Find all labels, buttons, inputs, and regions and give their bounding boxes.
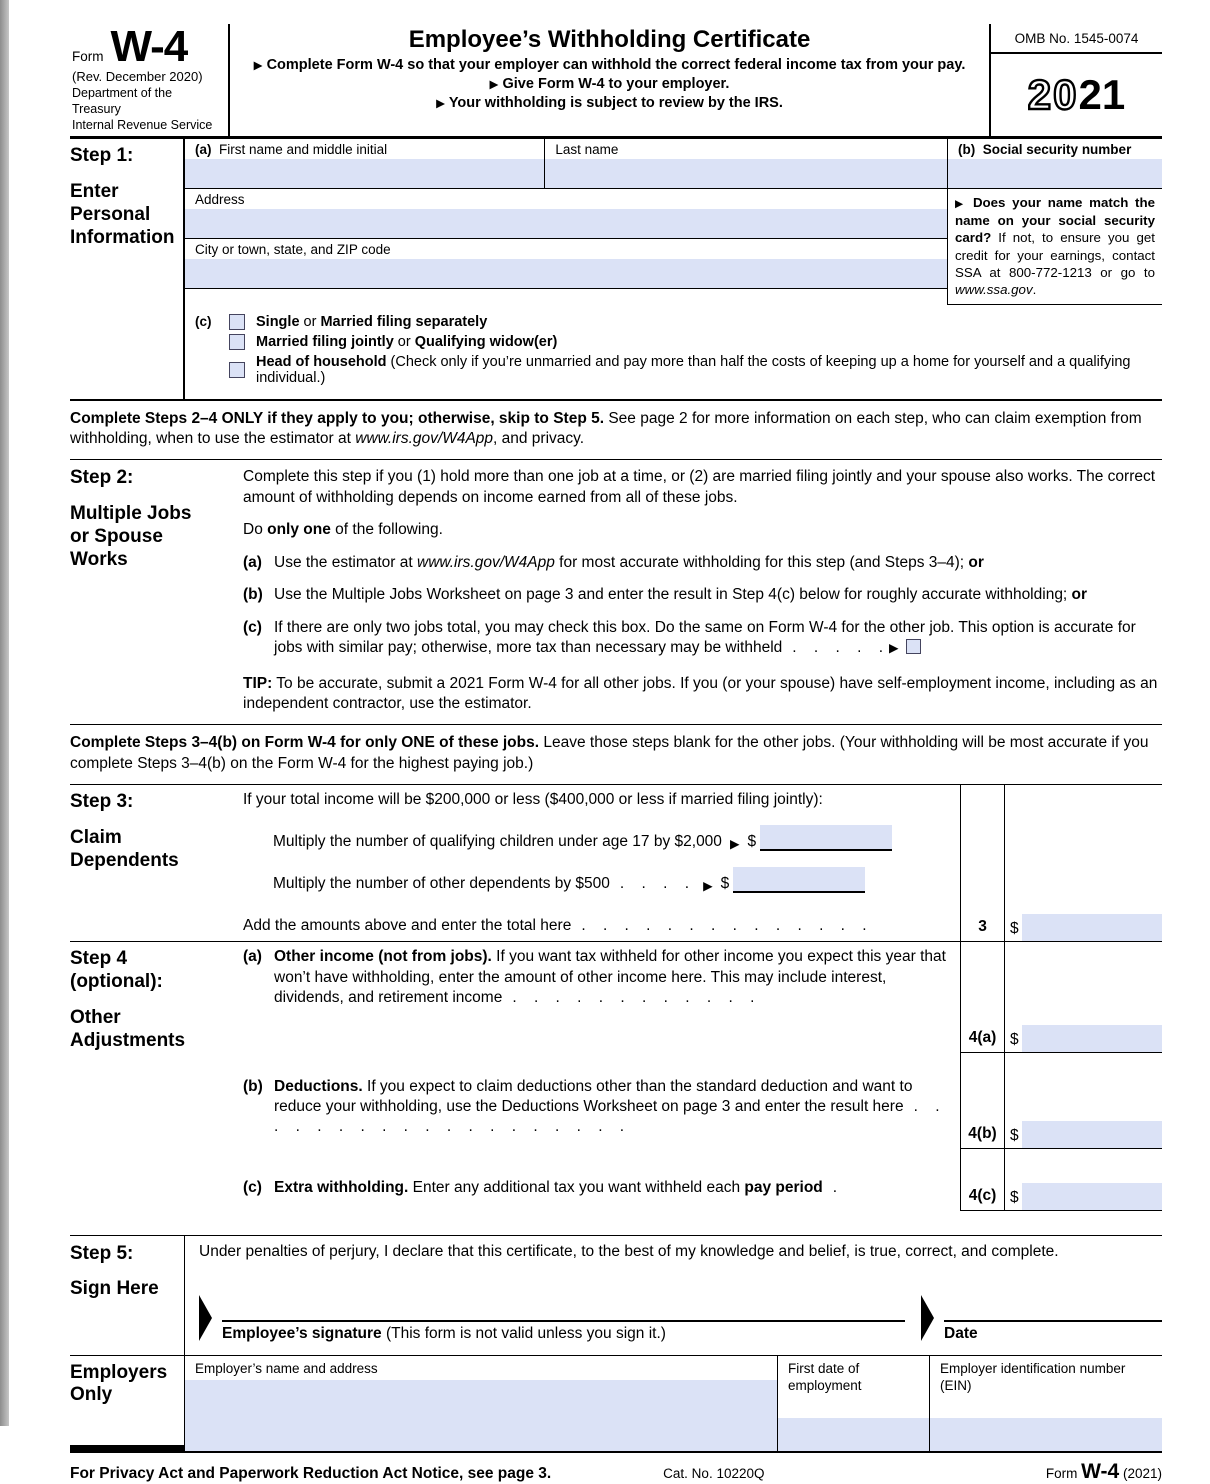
line3-amount-input[interactable] — [1022, 914, 1162, 941]
step1-sublabel: Enter Personal Information — [70, 181, 175, 248]
header-bullet-1: Complete Form W-4 so that your employer can withhold the correct federal income tax from your pay. — [266, 57, 966, 73]
step4a-row: Step 4 (optional): Other Adjustments (a) Other income (not from jobs). If you want tax withheld for other income you expect this year that won’t have withholding, enter the amount of other income here. This may include interest, dividends, and retirement income . . . . . . . . . . . . 4(a) $ — [70, 942, 1162, 1052]
form-id-block — [70, 24, 230, 136]
signature-arrow-icon — [199, 1295, 212, 1341]
dept-irs: Internal Revenue Service — [72, 117, 213, 132]
line4c-number: 4(c) — [960, 1149, 1004, 1210]
ein-input[interactable] — [930, 1418, 1162, 1451]
bullet-arrow-icon: ▶ — [436, 97, 446, 110]
step2-item-a: (a) Use the estimator at www.irs.gov/W4App for most accurate withholding for this step (and Steps 3–4); or — [243, 553, 984, 571]
other-dependents-amount-input[interactable] — [733, 867, 865, 893]
step3-intro: If your total income will be $200,000 or less ($400,000 or less if married filing jointly): — [243, 791, 823, 809]
line4a-number: 4(a) — [960, 942, 1004, 1051]
step2-intro: Complete this step if you (1) hold more than one job at a time, or (2) are married filing jointly and your spouse also works. The correct amount of withholding depends on income earned from all of these jobs. — [243, 468, 1156, 506]
step4a-text: Other income (not from jobs). If you want tax withheld for other income you expect this year that won’t have withholding, enter the amount of other income here. This may include interest, dividends, and retirement income . . . . . . . . . . . . — [274, 948, 946, 1007]
children-arrow-icon: ▶ — [729, 837, 740, 852]
w4-form-page — [70, 24, 1162, 1484]
first-date-label: First date of employment — [788, 1360, 862, 1394]
qualifying-children-line: Multiply the number of qualifying children under age 17 by $2,000 ▶ $ — [273, 825, 960, 851]
head-of-household-checkbox[interactable] — [229, 362, 245, 378]
omb-year-block — [989, 24, 1162, 136]
address-input[interactable] — [185, 209, 947, 238]
filing-option-head-of-household: Head of household (Check only if you’re unmarried and pay more than half the costs of keeping up a home for yourself and a qualifying individual.) — [256, 353, 1131, 386]
qualifying-children-amount-input[interactable] — [760, 825, 892, 851]
ssn-match-note: ▶ Does your name match the name on your social security card? If not, to ensure you get credit for your earnings, contact SSA at 800-772-1213 or go to www.ssa.gov. — [955, 195, 1156, 298]
line3-number: 3 — [960, 785, 1004, 941]
employer-name-label: Employer’s name and address — [195, 1360, 378, 1376]
first-name-input[interactable] — [185, 159, 544, 188]
dependents-arrow-icon: ▶ — [703, 879, 713, 894]
step2-item-b: (b) Use the Multiple Jobs Worksheet on page 3 and enter the result in Step 4(c) below for roughly accurate withholding; or — [243, 586, 1088, 604]
first-date-input[interactable] — [778, 1418, 929, 1451]
line4c-amount-input[interactable] — [1022, 1183, 1162, 1210]
privacy-notice: For Privacy Act and Paperwork Reduction Act Notice, see page 3. — [70, 1464, 552, 1482]
first-name-label: First name and middle initial — [219, 142, 388, 158]
omb-number: OMB No. 1545-0074 — [991, 24, 1162, 54]
form-footer — [70, 1460, 1162, 1484]
field-b-tag: (b) — [958, 142, 976, 158]
step1-label: Step 1: — [70, 145, 134, 167]
form-title: Employee’s Withholding Certificate — [408, 26, 811, 53]
step4b-text: Deductions. If you expect to claim deductions other than the standard deduction and want to reduce your withholding, use the Deductions Worksheet on page 3 and enter the result here . . . . . . . . . . . . . . . . . . . — [274, 1077, 940, 1136]
address-label: Address — [195, 192, 245, 208]
dept-treasury: Department of the Treasury — [72, 86, 173, 117]
page-edge — [0, 0, 9, 1426]
ssn-input[interactable] — [948, 159, 1162, 188]
ssn-label: Social security number — [982, 142, 1132, 158]
form-footer-id: Form W-4 (2021) — [1045, 1459, 1162, 1483]
step4c-row: (c) Extra withholding. Enter any additional tax you want withheld each pay period . 4(c) $ — [70, 1149, 1162, 1211]
employers-only-section — [70, 1356, 1162, 1453]
step2-tip: TIP: To be accurate, submit a 2021 Form W-4 for all other jobs. If you (or your spouse) have self-employment income, including as an independent contractor, use the estimator. — [243, 674, 1158, 713]
step3-section: Step 3: Claim Dependents If your total income will be $200,000 or less ($400,000 or less if married filing jointly): Multiply the number of qualifying children under age 17 by $2,000 ▶ $ Multiply the number of other dependents by $500 . . . . ▶ $ Add the amounts above and enter the total here . . . . . . . . . . . . . . 3 $ — [70, 785, 1162, 942]
dependents-total-line: Add the amounts above and enter the total here . . . . . . . . . . . . . . — [243, 917, 867, 935]
form-title-block — [230, 24, 989, 136]
line4b-number: 4(b) — [960, 1053, 1004, 1148]
filing-status-group — [185, 305, 1162, 399]
signature-caption: Employee’s signature (This form is not valid unless you sign it.) — [222, 1324, 666, 1342]
step2-sublabel: Multiple Jobs or Spouse Works — [70, 503, 192, 570]
step4b-row: (b) Deductions. If you expect to claim deductions other than the standard deduction and want to reduce your withholding, use the Deductions Worksheet on page 3 and enter the result here . . . . . . . . . . . . . . . . . . . 4(b) $ — [70, 1053, 1162, 1149]
step2-label: Step 2: — [70, 467, 134, 489]
step4-label: Step 4 (optional): — [70, 948, 163, 993]
step5-sublabel: Sign Here — [70, 1278, 159, 1300]
date-caption: Date — [944, 1324, 978, 1342]
filing-option-married-jointly: Married filing jointly or Qualifying widow(er) — [256, 333, 558, 350]
bullet-arrow-icon: ▶ — [489, 78, 499, 91]
year-outline: 20 — [1027, 71, 1079, 119]
line4b-amount-input[interactable] — [1022, 1121, 1162, 1148]
step3-label: Step 3: — [70, 791, 134, 813]
bullet-arrow-icon: ▶ — [253, 59, 263, 72]
form-header — [70, 24, 1162, 139]
step2-do-line: Do only one of the following. — [243, 521, 443, 539]
city-input[interactable] — [185, 259, 947, 288]
other-dependents-line: Multiply the number of other dependents by $500 . . . . ▶ $ — [273, 867, 960, 893]
step5-label: Step 5: — [70, 1242, 134, 1264]
steps24-note: Complete Steps 2–4 ONLY if they apply to you; otherwise, skip to Step 5. See page 2 for more information on each step, who can claim exemption from withholding, when to use the estimator at www.irs.gov/W4App, and privacy. — [70, 401, 1162, 461]
employers-only-label: Employers Only — [70, 1361, 168, 1406]
step5-section — [70, 1235, 1162, 1356]
filing-option-single: Single or Married filing separately — [256, 313, 488, 330]
step4c-text: Extra withholding. Enter any additional tax you want withheld each pay period . — [274, 1179, 838, 1197]
perjury-statement: Under penalties of perjury, I declare that this certificate, to the best of my knowledge and belief, is true, correct, and complete. — [199, 1242, 1059, 1260]
employee-signature-line[interactable] — [222, 1320, 905, 1322]
steps34-note: Complete Steps 3–4(b) on Form W-4 for only ONE of these jobs. Leave those steps blank for the other jobs. (Your withholding will be most accurate if you complete Steps 3–4(b) on the Form W-4 for the highest paying job.) — [70, 724, 1162, 785]
last-name-label: Last name — [555, 142, 619, 158]
tax-year — [991, 54, 1162, 136]
single-checkbox[interactable] — [229, 314, 245, 330]
step1-section — [70, 139, 1162, 400]
field-a-tag: (a) — [195, 142, 212, 158]
step4-sublabel: Other Adjustments — [70, 1006, 186, 1051]
form-word: Form — [72, 49, 104, 64]
catalog-number: Cat. No. 10220Q — [663, 1465, 765, 1481]
employer-name-input[interactable] — [185, 1380, 777, 1450]
header-bullet-2: Give Form W-4 to your employer. — [502, 76, 730, 92]
year-bold: 21 — [1078, 71, 1126, 119]
ein-label: Employer identification number (EIN) — [940, 1360, 1126, 1394]
header-bullet-3: Your withholding is subject to review by the IRS. — [448, 95, 783, 111]
step2-item-c: (c) If there are only two jobs total, you may check this box. Do the same on Form W-4 for the other job. This option is accurate for jobs with similar pay; otherwise, more tax than necessary may be withheld . . . . . ▶ — [243, 618, 1136, 657]
date-arrow-icon — [921, 1295, 934, 1341]
married-jointly-checkbox[interactable] — [229, 334, 245, 350]
city-label: City or town, state, and ZIP code — [195, 242, 391, 258]
two-jobs-checkbox[interactable] — [906, 639, 921, 654]
step3-sublabel: Claim Dependents — [70, 827, 179, 871]
two-jobs-arrow-icon: ▶ — [889, 641, 899, 656]
revision-date: (Rev. December 2020) — [72, 69, 203, 85]
date-line[interactable] — [944, 1320, 1162, 1322]
field-c-tag: (c) — [195, 314, 212, 329]
line4a-amount-input[interactable] — [1022, 1025, 1162, 1052]
note-arrow-icon: ▶ — [955, 198, 967, 211]
ssn-panel — [947, 139, 1162, 304]
form-number: W-4 — [110, 22, 188, 71]
last-name-input[interactable] — [545, 159, 947, 188]
step2-section — [70, 460, 1162, 724]
